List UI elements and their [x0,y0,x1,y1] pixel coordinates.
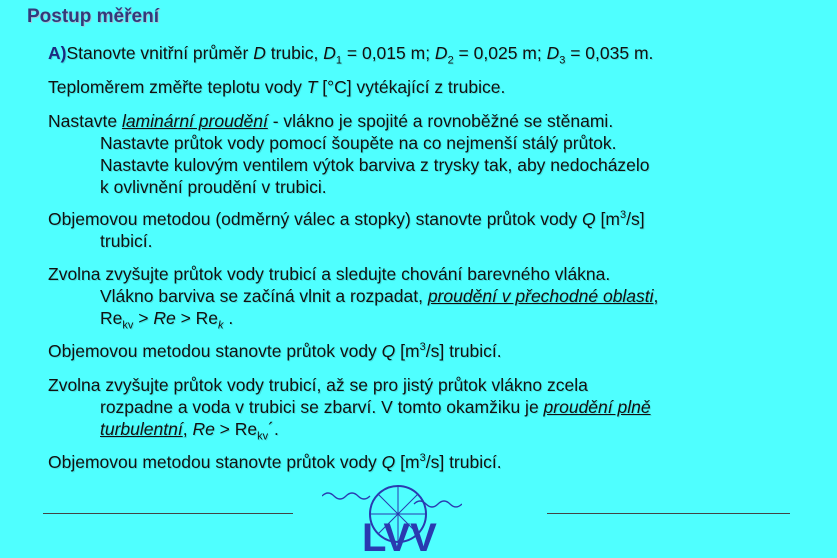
footer-divider-left [43,513,293,514]
paragraph-volumetric-3: Objemovou metodou stanovte průtok vody Q $[m^3/s]$ trubicí. [48,452,502,472]
paragraph-volumetric-2: Objemovou metodou stanovte průtok vody Q $[m^3/s]$ trubicí. [48,341,502,361]
logo-text: LVV [362,516,437,554]
paragraph-turbulent: Zvolna zvyšujte průtok vody trubicí, až se pro jistý průtok vlákno zcela rozpadne a voda v trubici se zbarví. V tomto okamžiku je proudění plně turbulentní, $Re > Re_{kv}´$. [48,375,651,443]
paragraph-volumetric-1: Objemovou metodou (odměrný válec a stopky) stanovte průtok vody Q $[m^3/s]$ trubicí. [48,209,645,251]
transition-flow-term: proudění v přechodné oblasti [427,286,654,306]
turbulent-flow-term-1: proudění plně [543,397,651,417]
footer-divider-right [547,513,790,514]
paragraph-transition: Zvolna zvyšujte průtok vody trubicí a sledujte chování barevného vlákna. Vlákno barviva se začíná vlnit a rozpadat, proudění v přechodné oblasti, $Re_{kv} > Re > Re_k$ . [48,264,659,332]
paragraph-laminar: Nastavte laminární proudění - vlákno je spojité a rovnoběžné se stěnami. Nastavte průtok vody pomocí šoupěte na co nejmenší stálý průtok. Nastavte kulovým ventilem výtok barviva z trysky tak, aby nedocházelo k ovlivnění proudění v trubici. [48,111,650,197]
paragraph-diameters: A)Stanovte vnitřní průměr D trubic, $D_1 = 0,015$ m; $D_2 = 0,025$ m; $D_3 = 0,035$ m. [48,43,654,67]
lvv-logo [322,478,462,554]
turbulent-flow-term-2: turbulentní [100,419,183,439]
paragraph-temperature: Teploměrem změřte teplotu vody T [°C] vytékající z trubice. [48,77,506,97]
page-title: Postup měření [27,6,159,27]
laminar-flow-term: laminární proudění [121,111,268,131]
section-label: A) [48,43,67,63]
